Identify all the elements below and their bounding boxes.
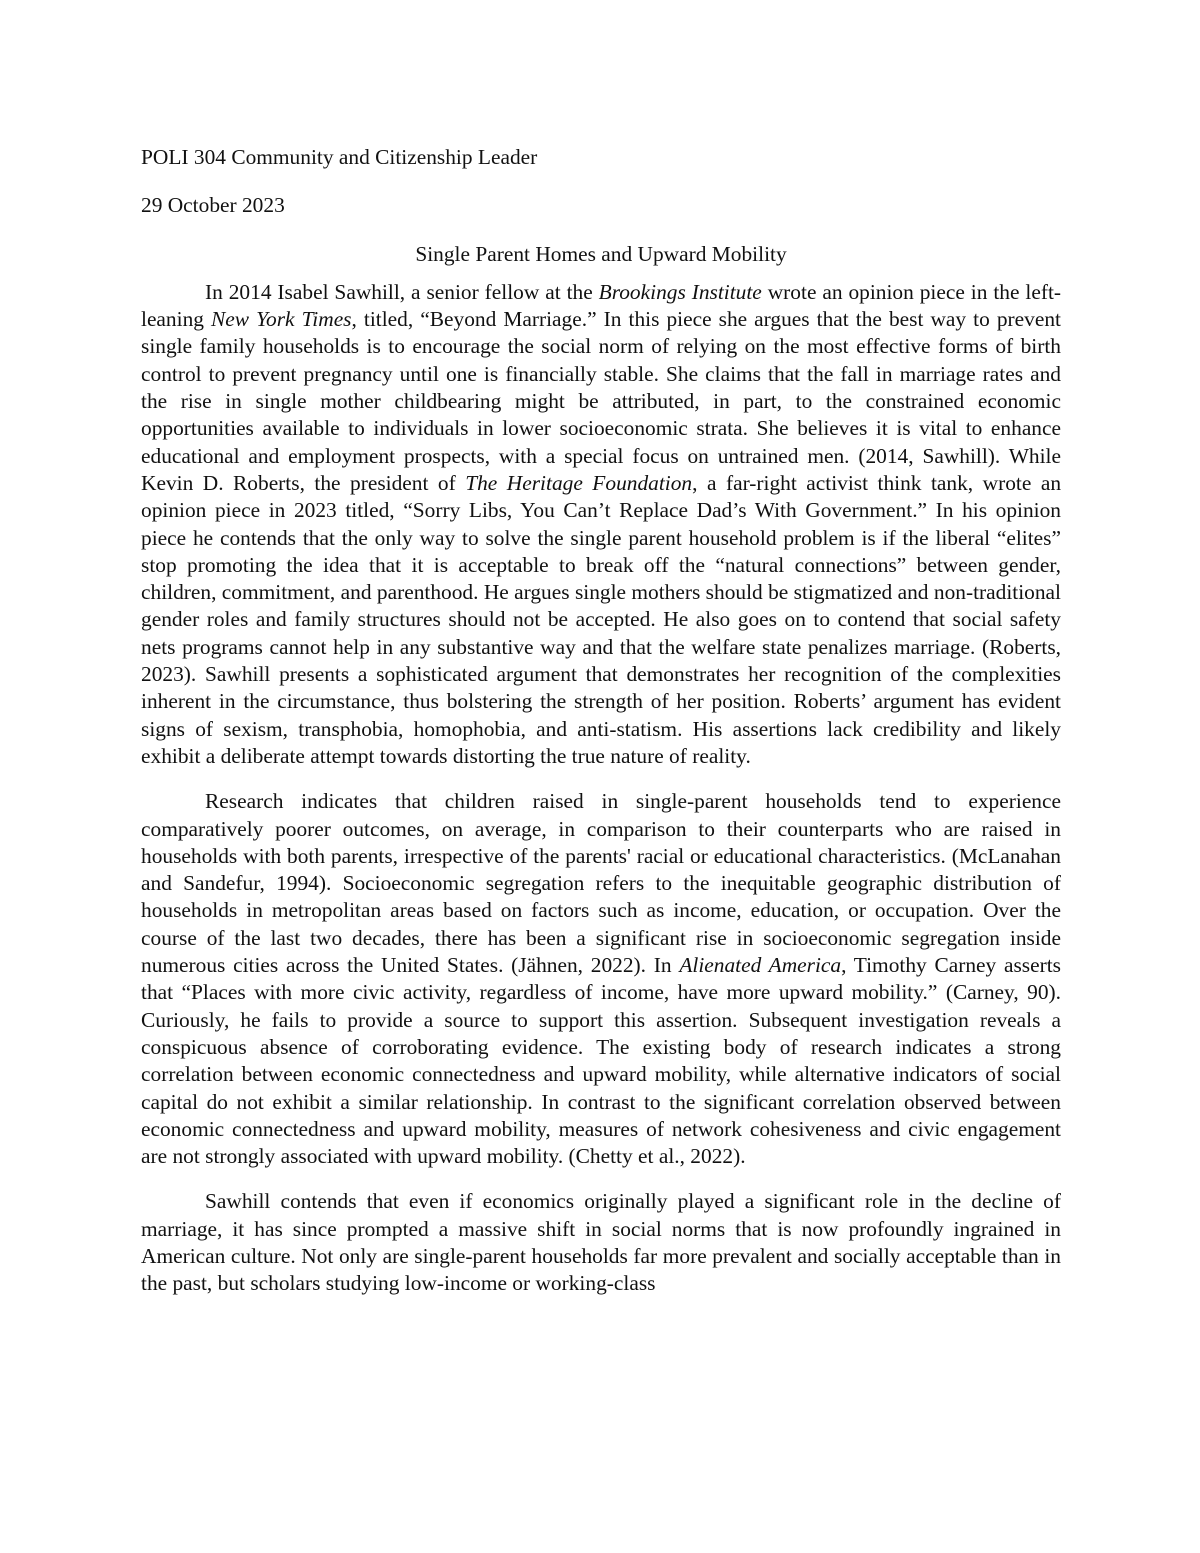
text-run: wrote an opinion piece in the left-leaning [141,279,1062,332]
text-run: , titled, “Beyond Marriage.” In this piece she argues that the best way to prevent single family households is to encourage the social norm of relying on the most effective forms of birth control to prevent pregnancy until one is financially stable. She claims that the fall in marriage rates and the rise in single mother childbearing might be attributed, in part, to the constrained economic opportunities available to individuals in lower socioeconomic strata. She believes it is vital to enhance educational and employment prospects, with a special focus on untrained men. (2014, Sawhill). While Kevin D. Roberts, the president of [141,307,1061,495]
text-run: Sawhill contends that even if economics originally played a significant role in the decline of marriage, it has since prompted a massive shift in social norms that is now profoundly ingrained in American culture. Not only are single-parent households far more prevalent and socially acceptable than in the past, but scholars studying low-income or working-class [141,1189,1061,1296]
italic-source-name: Brookings Institute [598,279,762,304]
document-body [141,144,1061,1316]
paragraph-1 [141,279,1061,770]
text-run: , a far-right activist think tank, wrote an opinion piece in 2023 titled, “Sorry Libs, You Can’t Replace Dad’s With Government.” In his opinion piece he contends that the only way to solve the single parent household problem is if the liberal “elites” stop promoting the idea that it is acceptable to break off the “natural connections” between gender, children, commitment, and parenthood. He argues single mothers should be stigmatized and non-traditional gender roles and family structures should not be accepted. He also goes on to contend that social safety nets programs cannot help in any substantive way and that the welfare state penalizes marriage. (Roberts, 2023). Sawhill presents a sophisticated argument that demonstrates her recognition of the complexities inherent in the circumstance, thus bolstering the strength of her position. Roberts’ argument has evident signs of sexism, transphobia, homophobia, and anti-statism. His assertions lack credibility and likely exhibit a deliberate attempt towards distorting the true nature of reality. [141,470,1062,768]
italic-book-title: Alienated America [679,953,842,978]
text-run: In 2014 Isabel Sawhill, a senior fellow at the [205,279,599,304]
paragraph-2 [141,788,1061,1170]
text-run: , Timothy Carney asserts that “Places with more civic activity, regardless of income, have more upward mobility.” (Carney, 90). Curiously, he fails to provide a source to support this assertion. Subsequent investigation reveals a conspicuous absence of corroborating evidence. The existing body of research indicates a strong correlation between economic connectedness and upward mobility, while alternative indicators of social capital do not exhibit a similar relationship. In contrast to the significant correlation observed between economic connectedness and upward mobility, measures of network cohesiveness and civic engagement are not strongly associated with upward mobility. (Chetty et al., 2022). [141,953,1061,1169]
essay-title: Single Parent Homes and Upward Mobility [415,241,787,266]
date-line: 29 October 2023 [141,193,285,218]
course-line: POLI 304 Community and Citizenship Leader [141,145,538,169]
paragraph-3 [141,1188,1061,1297]
italic-publication-name: New York Times [211,307,352,332]
text-run: Research indicates that children raised in single-parent households tend to experience comparatively poorer outcomes, on average, in comparison to their counterparts who are raised in households with both parents, irrespective of the parents' racial or educational characteristics. (McLanahan and Sandefur, 1994). Socioeconomic segregation refers to the inequitable geographic distribution of households in metropolitan areas based on factors such as income, education, or occupation. Over the course of the last two decades, there has been a significant rise in socioeconomic segregation inside numerous cities across the United States. (Jähnen, 2022). In [141,789,1061,978]
italic-organization-name: The Heritage Foundation [465,470,693,495]
